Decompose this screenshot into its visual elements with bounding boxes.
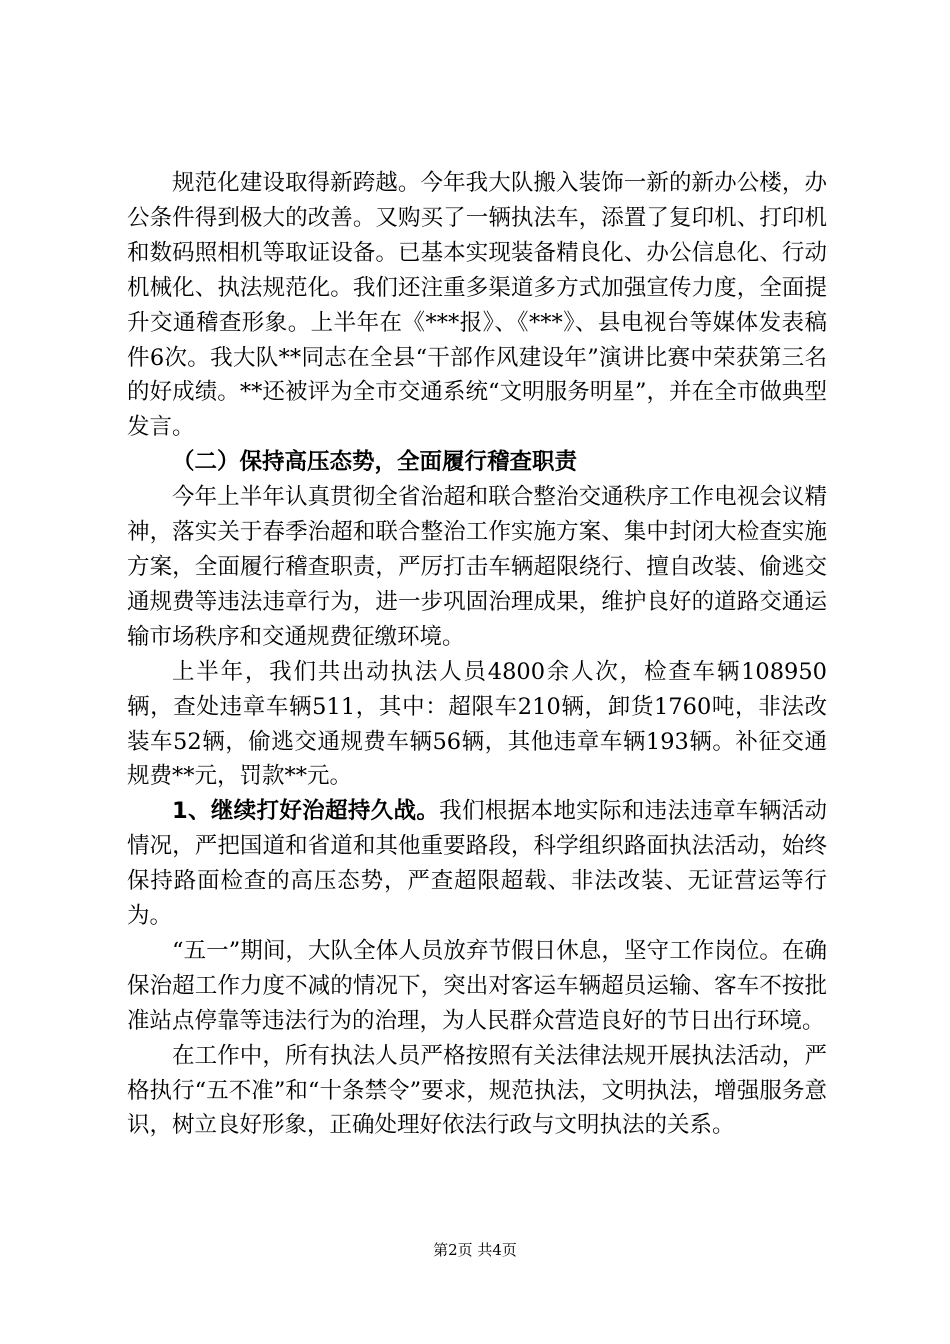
paragraph-lead-body: 我们根据本地实际和违法违章车辆活动情况，严把国道和省道和其他重要路段，科学组织路面执法活动，始终保持路面检查的高压态势，严查超限超载、非法改装、无证营运等行为。 [127, 798, 827, 930]
paragraph-lead: 1、继续打好治超持久战。 [172, 798, 440, 825]
paragraph-law-enforcement: 在工作中，所有执法人员严格按照有关法律法规开展执法活动，严格执行“五不准”和“十条禁令”要求，规范执法，文明执法，增强服务意识，树立良好形象，正确处理好依法行政与文明执法的关系。 [127, 1042, 827, 1139]
paragraph-standardization: 规范化建设取得新跨越。今年我大队搬入装饰一新的新办公楼，办公条件得到极大的改善。又购买了一辆执法车，添置了复印机、打印机和数码照相机等取证设备。已基本实现装备精良化、办公信息化、行动机械化、执法规范化。我们还注重多渠道多方式加强宣传力度，全面提升交通稽查形象。上半年在《***报》、《***》、县电视台等媒体发表稿件6次。我大队**同志在全县“干部作风建设年”演讲比赛中荣获第三名的好成绩。**还被评为全市交通系统“文明服务明星”，并在全市做典型发言。 [127, 170, 827, 441]
paragraph-policy: 今年上半年认真贯彻全省治超和联合整治交通秩序工作电视会议精神，落实关于春季治超和联合整治工作实施方案、集中封闭大检查实施方案，全面履行稽查职责，严厉打击车辆超限绕行、擅自改装、偷逃交通规费等违法违章行为，进一步巩固治理成果，维护良好的道路交通运输市场秩序和交通规费征缴环境。 [127, 484, 827, 650]
paragraph-statistics: 上半年，我们共出动执法人员4800余人次，检查车辆108950辆，查处违章车辆511，其中：超限车210辆，卸货1760吨，非法改装车52辆，偷逃交通规费车辆56辆，其他违章车辆193辆。补征交通规费**元，罚款**元。 [127, 658, 827, 790]
paragraph-may-day: “五一”期间，大队全体人员放弃节假日休息，坚守工作岗位。在确保治超工作力度不减的情况下，突出对客运车辆超员运输、客车不按批准站点停靠等违法行为的治理，为人民群众营造良好的节日出行环境。 [127, 937, 827, 1034]
paragraph-overload-campaign [127, 794, 827, 934]
section-heading-2: （二）保持高压态势，全面履行稽查职责 [172, 449, 578, 476]
document-body [127, 166, 827, 1143]
page-footer: 第2页 共4页 [433, 1241, 517, 1259]
